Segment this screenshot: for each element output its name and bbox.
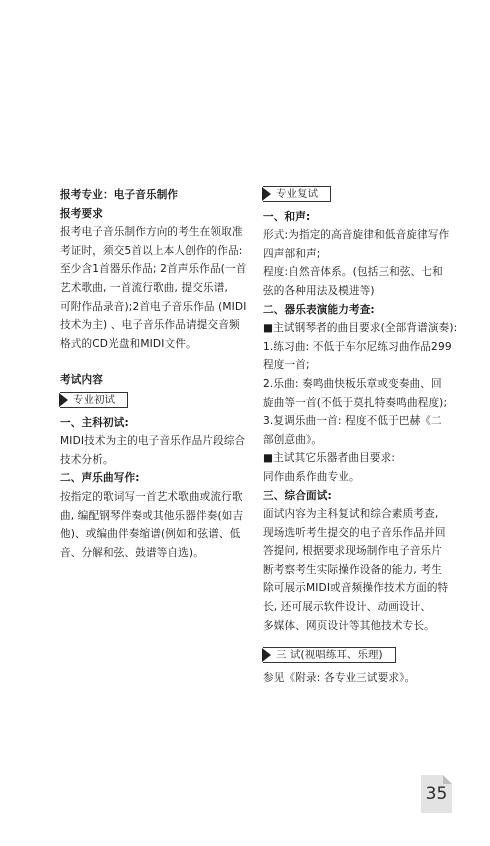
triangle-marker-icon (59, 393, 68, 407)
subsection-title: 一、主科初试: (60, 416, 129, 429)
left-column (60, 186, 248, 562)
section-tag-third (263, 647, 396, 663)
text-line: 格式的CD光盘和MIDI文件。 (60, 337, 197, 350)
subsection-title: 三、综合面试: (263, 489, 332, 502)
text-line: 长, 还可展示软件设计、动画设计、 (263, 601, 432, 614)
text-line: 程度一首; (263, 359, 310, 372)
text-line: 现场选听考生提交的电子音乐作品并回 (263, 526, 446, 539)
triangle-marker-icon (262, 187, 271, 201)
spacer (60, 353, 248, 371)
text-line: 参见《附录: 各专业三试要求》。 (263, 671, 416, 684)
section-tag-label: 专业初试 (73, 393, 116, 406)
text-line: 曲, 编配钢琴伴奏或其他乐器伴奏(如吉 (60, 509, 244, 522)
text-line: 报考电子音乐制作方向的考生在领取准 (60, 226, 243, 239)
section-tag-initial (60, 392, 128, 408)
text-line: 考证时，须交5首以上本人创作的作品: (60, 244, 243, 257)
page-corner-fold-icon (443, 775, 452, 784)
text-line: 艺术歌曲, 一首流行歌曲, 提交乐谱, (60, 281, 228, 294)
text-line: 多媒体、网页设计等其他技术专长。 (263, 619, 435, 632)
text-line: 技术分析。 (60, 453, 114, 466)
requirements-paragraph (60, 223, 248, 353)
exam-content-heading: 考试内容 (60, 374, 103, 387)
text-line: 1.练习曲: 不低于车尔尼练习曲作品299 (263, 340, 452, 353)
text-line: 弦的各种用法及模进等) (263, 284, 375, 297)
text-line: 除可展示MIDI或音频操作技术方面的特 (263, 582, 449, 595)
major-title: 报考专业：电子音乐制作 (60, 189, 179, 201)
text-line: ■主试钢琴者的曲目要求(全部背谱演奏): (263, 322, 458, 335)
text-line: 可附作品录音);2首电子音乐作品 (MIDI (60, 300, 247, 313)
text-line: 旋曲等一首(不低于莫扎特奏鸣曲程度); (263, 396, 448, 409)
text-line: MIDI技术为主的电子音乐作品片段综合 (60, 435, 246, 448)
triangle-marker-icon (262, 648, 271, 662)
text-line: 同作曲系作曲专业。 (263, 470, 360, 483)
text-line: 技术为主) 、电子音乐作品请提交音频 (60, 319, 240, 332)
subsection-title: 一、和声: (263, 210, 311, 223)
text-line: 部创意曲》。 (263, 433, 323, 446)
requirements-heading: 报考要求 (60, 207, 103, 220)
text-line: 形式:为指定的高音旋律和低音旋律写作 (263, 229, 450, 242)
text-line: ■主试其它乐器者曲目要求: (263, 452, 396, 465)
text-line: 3.复调乐曲一首: 程度不低于巴赫《二 (263, 415, 442, 428)
text-line: 音、分解和弦、鼓谱等自选)。 (60, 546, 204, 559)
text-line: 面试内容为主科复试和综合素质考查, (263, 508, 439, 521)
section-tag-label: 三 试(视唱练耳、乐理) (276, 649, 383, 662)
page-number: 35 (425, 784, 448, 804)
section-tag-retest (263, 186, 331, 202)
text-line: 2.乐曲: 奏鸣曲快板乐章或变奏曲、回 (263, 377, 442, 390)
text-line: 程度:自然音体系。(包括三和弦、七和 (263, 266, 443, 279)
subsection-title: 二、声乐曲写作: (60, 472, 140, 485)
page-number-badge (421, 775, 452, 813)
text-line: 四声部和声; (263, 247, 321, 260)
text-line: 按指定的歌词写一首艺术歌曲或流行歌 (60, 490, 243, 503)
subsection-title: 二、器乐表演能力考查: (263, 303, 375, 316)
section-tag-label: 专业复试 (276, 188, 319, 200)
text-line: 他)、或编曲伴奏缩谱(例如和弦谱、低 (60, 528, 241, 541)
text-line: 断考察考生实际操作设备的能力, 考生 (263, 563, 442, 576)
text-line: 至少含1首器乐作品; 2首声乐作品(一首 (60, 263, 247, 276)
text-line: 答提问, 根据要求现场制作电子音乐片 (263, 545, 442, 558)
spacer (263, 635, 459, 645)
right-column (263, 186, 459, 687)
